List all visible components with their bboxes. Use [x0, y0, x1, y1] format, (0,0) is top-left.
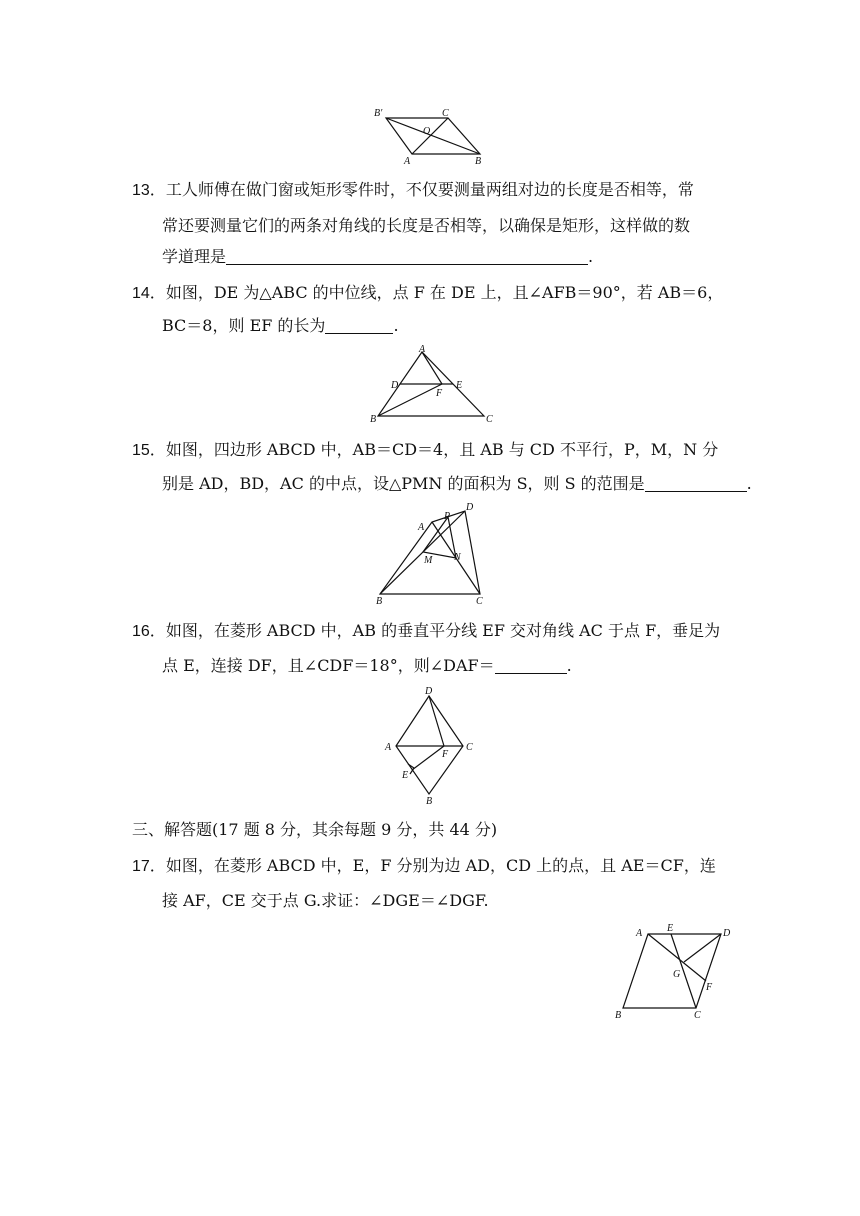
q16-tail: . [566, 656, 572, 675]
q13-line-3 [162, 247, 593, 267]
fig12-diagonal-bprime-b [386, 118, 480, 154]
q16-text-2: 点 E，连接 DF，且∠CDF＝18°，则∠DAF＝ [162, 656, 495, 675]
fig16-segment-df [429, 696, 444, 746]
q14-line-1 [132, 283, 723, 304]
q17-number: 17． [132, 858, 166, 875]
q16-number: 16． [132, 623, 166, 640]
q13-number: 13． [132, 182, 166, 199]
q15-number: 15． [132, 442, 166, 459]
fig17-label-d: D [723, 928, 731, 939]
fig15-label-a: A [418, 522, 425, 533]
fig17-label-g: G [673, 969, 681, 980]
fig16-label-e: E [402, 770, 409, 781]
fig16-bisector-ef [412, 746, 444, 770]
q15-tail: . [746, 474, 752, 493]
fig16-label-a: A [385, 742, 392, 753]
section-3-heading: 三、解答题(17 题 8 分，其余每题 9 分，共 44 分) [132, 820, 498, 839]
q17-text-1: 如图，在菱形 ABCD 中，E，F 分别为边 AD，CD 上的点，且 AE＝CF，连 [165, 856, 716, 875]
fig12-label-a: A [404, 156, 411, 167]
fig16-label-b: B [426, 796, 433, 807]
fig15-label-m: M [424, 555, 433, 566]
figure-q16 [380, 686, 480, 810]
fig14-label-b: B [370, 414, 377, 425]
figure-q17 [610, 922, 740, 1022]
fig15-label-n: N [454, 552, 461, 563]
fig14-label-a: A [419, 344, 426, 355]
q14-answer-blank[interactable] [325, 317, 393, 334]
fig16-label-d: D [425, 686, 433, 697]
q15-text-2: 别是 AD，BD，AC 的中点，设△PMN 的面积为 S，则 S 的范围是 [162, 474, 645, 493]
fig17-label-b: B [615, 1010, 622, 1021]
q16-text-1: 如图，在菱形 ABCD 中，AB 的垂直平分线 EF 交对角线 AC 于点 F，垂足为 [165, 621, 721, 640]
q13-text-3: 学道理是 [162, 247, 227, 266]
fig17-label-f: F [706, 982, 713, 993]
fig14-label-c: C [486, 414, 493, 425]
q17-line-2 [162, 891, 489, 911]
q17-line-1 [132, 856, 716, 877]
q15-line-2 [162, 474, 752, 494]
fig14-label-e: E [456, 380, 463, 391]
fig14-segment-af [422, 352, 442, 384]
q14-tail: . [393, 316, 399, 335]
fig14-label-d: D [391, 380, 399, 391]
fig15-triangle-pmn [423, 517, 456, 558]
figure-q12 [370, 104, 490, 166]
q17-text-2: 接 AF，CE 交于点 G.求证：∠DGE＝∠DGF. [162, 891, 489, 910]
fig17-label-e: E [667, 923, 674, 934]
fig15-label-c: C [476, 596, 483, 607]
fig15-label-p: P [444, 511, 451, 522]
q13-text-1: 工人师傅在做门窗或矩形零件时，不仅要测量两组对边的长度是否相等，常 [165, 180, 694, 199]
fig16-label-f: F [442, 749, 449, 760]
fig15-quadrilateral-abcd [380, 511, 480, 594]
figure-q14 [366, 344, 496, 426]
fig14-segment-bf [378, 384, 442, 416]
fig14-label-f: F [436, 388, 443, 399]
fig17-segment-dg [684, 934, 721, 962]
q14-number: 14． [132, 285, 166, 302]
fig15-label-b: B [376, 596, 383, 607]
q16-line-1 [132, 621, 720, 642]
q14-text-1: 如图，DE 为△ABC 的中位线，点 F 在 DE 上，且∠AFB＝90°，若 AB＝6， [165, 283, 724, 302]
q13-line-1 [132, 180, 694, 201]
fig16-label-c: C [466, 742, 473, 753]
q13-tail: . [588, 247, 594, 266]
q16-line-2 [162, 656, 572, 676]
fig12-label-bprime: B′ [374, 108, 383, 119]
q15-line-1 [132, 440, 718, 461]
fig15-label-d: D [466, 502, 474, 513]
fig12-label-o: O [423, 126, 431, 137]
q15-answer-blank[interactable] [645, 475, 747, 492]
q14-text-2: BC＝8，则 EF 的长为 [162, 316, 326, 335]
fig12-label-c: C [442, 108, 449, 119]
fig17-label-c: C [694, 1010, 701, 1021]
q13-line-2 [162, 216, 690, 236]
q13-answer-blank[interactable] [226, 248, 588, 265]
q16-answer-blank[interactable] [495, 657, 567, 674]
fig17-label-a: A [636, 928, 643, 939]
figure-q15 [370, 500, 490, 608]
q14-line-2 [162, 316, 399, 336]
fig12-label-b: B [475, 156, 482, 167]
q15-text-1: 如图，四边形 ABCD 中，AB＝CD＝4，且 AB 与 CD 不平行，P，M，N 分 [165, 440, 719, 459]
q13-text-2: 常还要测量它们的两条对角线的长度是否相等，以确保是矩形，这样做的数 [162, 216, 691, 235]
